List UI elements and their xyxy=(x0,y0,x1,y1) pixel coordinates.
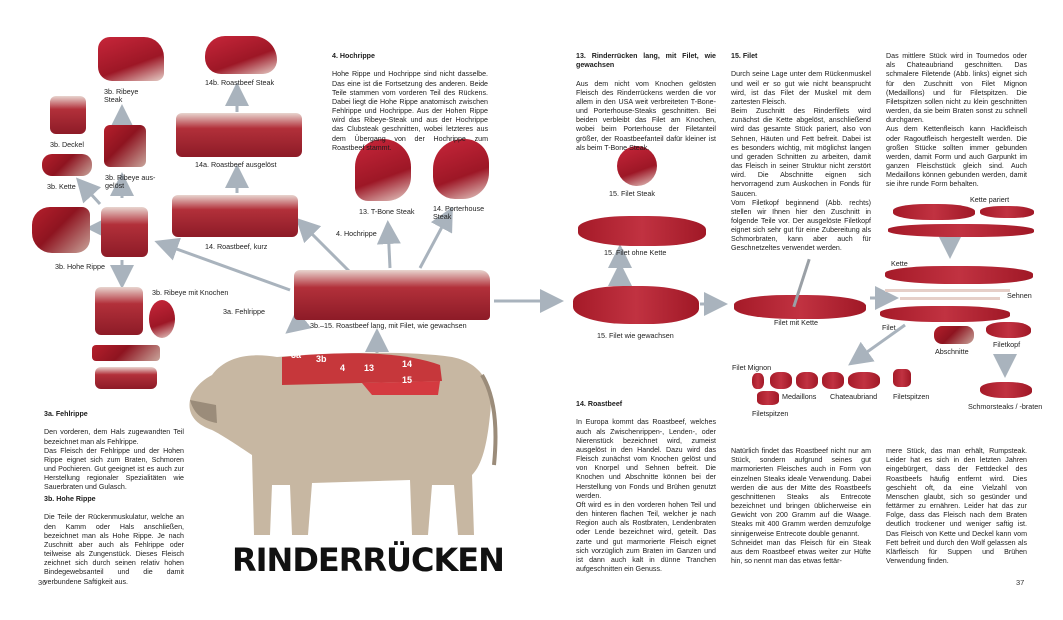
cow-region-13: 13 xyxy=(364,363,375,373)
chateaubriand-photo xyxy=(848,372,880,389)
label-filet-steak: 15. Filet Steak xyxy=(609,189,655,198)
hohe-rippe-block-photo xyxy=(101,207,148,257)
schmorsteaks-photo xyxy=(980,382,1032,398)
medaillon-2-photo xyxy=(796,372,818,389)
label-kette-3b: 3b. Kette xyxy=(47,182,76,191)
label-sehnen: Sehnen xyxy=(1007,291,1032,300)
label-medaillons: Medaillons xyxy=(782,392,817,401)
label-kette: Kette xyxy=(891,259,908,268)
label-roastbeef-kurz: 14. Roastbeef, kurz xyxy=(205,242,268,251)
label-hochrippe: 4. Hochrippe xyxy=(336,229,377,238)
heading-roastbeef: 14. Roastbeef xyxy=(576,400,623,409)
label-filet: Filet xyxy=(882,323,896,332)
text-rumpsteak xyxy=(886,438,1027,566)
heading-fehlrippe: 3a. Fehlrippe xyxy=(44,410,88,419)
label-chateaubriand: Chateaubriand xyxy=(830,392,878,401)
label-filetspitzen-b: Filetspitzen xyxy=(893,392,930,401)
cow-region-14: 14 xyxy=(402,359,413,369)
label-filet-mignon: Filet Mignon xyxy=(732,363,772,372)
body-fehlrippe: Den vorderen, dem Hals zugewandten Teil bezeichnet man als Fehlrippe. Das Fleisch der Fehlrippe und der Hohen Rippe eignet sich zum Braten, Schmoren und Pochieren. Gut geeignet ist es auch zur Herstellung regionaler Spezialitäten wie Sauerbraten und Gulasch. xyxy=(44,428,184,492)
medaillon-1-photo xyxy=(770,372,792,389)
hohe-rippe-photo xyxy=(32,207,90,253)
label-hohe-rippe: 3b. Hohe Rippe xyxy=(55,262,105,271)
label-ribeye-steak: 3b. Ribeye Steak xyxy=(104,87,139,105)
label-ribeye-knochen: 3b. Ribeye mit Knochen xyxy=(152,288,229,297)
body-ruecken: Aus dem nicht vom Knochen gelösten Fleisch des Rinderrückens werden die vor allem in den USA weit verbreiteten T-Bone- und Porterhouse-Steaks geschnitten. Bei beiden verbleibt das Filet am Knochen, wobei beim Porterhouse der Filetanteil größer, der Roastbeefanteil dafür kleiner ist als beim T-Bone Steak. xyxy=(576,79,716,152)
body-hoherippe: Die Teile der Rückenmuskulatur, welche an den Kamm oder Hals anschließen, bezeichnet man als Hohe Rippe. Je nach Zuschnitt aber auch als Fehlrippe oder teilweise als Zungenstück. Dieses Fleisch zeichnet sich durch seinen relativ hohen Bindegewebsanteil und die damit verbundene Saftigkeit aus. xyxy=(44,513,184,586)
body-filet: Durch seine Lage unter dem Rückenmuskel und weil er so gut wie nicht beansprucht wird, ist das Filet der Muskel mit dem zartesten Fleisch. Beim Zuschnitt des Rinderfilets wird zunächst die Kette abgelöst, anschließend wird das gesamte Stück pariert, also von Sehnen, Häuten und Fett befreit. Dabei ist es besonders wichtig, mit möglichst langen und geraden Schnitten zu arbeiten, damit das Fleisch in seiner Struktur nicht zerstört wird. Die Abschnitte eignen sich hervorragend zum Auskochen in Fonds für Saucen. Vom Filetkopf beginnend (Abb. rechts) stellen wir Ihnen hier den Zuschnitt in folgende Teile vor. Der ausgelöste Filetkopf eignet sich sehr gut für eine Zubereitung als Schmorbraten, kann aber auch für Geschnetzeltes verwendet werden. xyxy=(731,70,871,253)
filetkopf-photo xyxy=(986,322,1031,338)
heading-ruecken: 13. Rinderrücken lang, mit Filet, wie gewachsen xyxy=(576,52,716,70)
label-deckel: 3b. Deckel xyxy=(50,140,84,149)
text-hochrippe xyxy=(332,43,488,153)
sehnen-photo-b xyxy=(900,297,1000,300)
ribeye-knochen-slices-photo xyxy=(92,345,160,361)
filetspitzen-a-photo xyxy=(757,391,779,405)
text-hoherippe xyxy=(44,486,184,587)
body-hochrippe: Hohe Rippe und Hochrippe sind nicht dasselbe. Das eine ist die Fortsetzung des anderen. Beide Teile stammen vom vorderen Teil des Rückens. Dabei liegt die Hohe Rippe anatomisch zwischen Fehlrippe und Hochrippe. Aus der Hohen Rippe wird das Ribeye-Steak und aus der Hochrippe das Clubsteak geschnitten, wobei letzteres aus dem Übergang von der Hochrippe zum Roastbeef stammt. xyxy=(332,70,488,152)
label-tbone: 13. T-Bone Steak xyxy=(359,207,415,216)
label-fehlrippe: 3a. Fehlrippe xyxy=(223,307,265,316)
heading-filet: 15. Filet xyxy=(731,52,758,61)
body-rump: mere Stück, das man erhält, Rumpsteak. Leider hat es sich in den letzten Jahren eingebürgert, dass der Fettdeckel des Roastbeefs häufig entfernt wird. Dies geschieht oft, da eine Vielzahl von Menschen glaubt, sich so gesünder und fettärmer zu ernähren. Leider hat das zur Folge, dass das Fleisch nach dem Braten deutlich trockener und weniger saftig ist. Das Fleisch von Kette und Deckel kann vom Fett befreit und durch den Wolf gelassen als Klärfleisch für Suppen und Brühen Verwendung finden. xyxy=(886,447,1027,566)
text-natuerlich xyxy=(731,438,871,566)
cow-region-3a: 3a xyxy=(291,350,302,360)
text-mittel xyxy=(886,43,1027,190)
label-filetkopf: Filetkopf xyxy=(993,340,1021,349)
label-filetspitzen-a: Filetspitzen xyxy=(752,409,789,418)
medaillon-3-photo xyxy=(822,372,844,389)
heading-hoherippe: 3b. Hohe Rippe xyxy=(44,495,96,504)
label-abschnitte: Abschnitte xyxy=(935,347,969,356)
filet-wie-gewachsen-photo xyxy=(573,286,699,324)
kette-pariert-photo-b xyxy=(980,206,1034,218)
label-filet-ohne-kette: 15. Filet ohne Kette xyxy=(604,248,667,257)
label-schmorsteaks: Schmorsteaks / -braten xyxy=(968,402,1043,411)
text-ruecken xyxy=(576,43,716,153)
text-roastbeef xyxy=(576,391,716,574)
body-mittel: Das mittlere Stück wird in Tournedos oder als Chateaubriand geschnitten. Das schmalere Filetende (Abb. links) eignet sich für den Zuschnitt von Filet Mignon (Medaillons) und für Filetspitzen. Die Filetspitzen sollen nicht zu klein geschnitten werden, da sie beim Braten sonst zu schnell durchgaren. Aus dem Kettenfleisch kann Hackfleisch oder Ragoutfleisch hergestellt werden. Die großen Stücke sollten immer gebunden werden, damit Form und auch Garpunkt im ganzen Fleischstück gleich sind. Auch Medaillons können gebunden werden, damit sie ihre runde Form behalten. xyxy=(886,52,1027,189)
label-filet-wie-gewachsen: 15. Filet wie gewachsen xyxy=(597,331,674,340)
label-roastbeef-lang: 3b.–15. Roastbeef lang, mit Filet, wie gewachsen xyxy=(310,321,467,330)
ribeye-ausgeloest-photo xyxy=(104,125,146,167)
arrow xyxy=(290,322,300,330)
roastbeef-ausgeloest-photo xyxy=(176,113,302,157)
body-roastbeef: In Europa kommt das Roastbeef, welches auch als Zwischenrippen-, Lenden-, oder Nierenstück bezeichnet wird, zumeist ausgelöst in den Handel. Dazu wird das Fleisch zunächst vom Knochen gelöst und von Knorpel und Sehnen befreit. Die Knochen und Abschnitte können bei der Herstellung von Fonds und Brühen genutzt werden. Oft wird es in den vorderen hohen Teil und den hinteren flachen Teil, welcher je nach Region auch als Rostbraten, Lendenbraten oder Lende bezeichnet wird, geteilt. Das zarte und gut marmorierte Fleisch eignet sich vorzüglich zum Braten im Ganzen und ist dann auch kalt in dünne Tranchen aufgeschnitten ein Genuss. xyxy=(576,418,716,573)
kette-photo xyxy=(885,266,1033,284)
page-title: RINDERRÜCKEN xyxy=(232,541,504,579)
text-filet xyxy=(731,43,871,254)
ribeye-knochen-slice-photo xyxy=(149,300,175,338)
cow-region-4: 4 xyxy=(340,363,346,373)
filet-ohne-kette-photo xyxy=(578,216,706,246)
page-number-left: 36 xyxy=(38,578,47,587)
kette-pariert-photo-a xyxy=(893,204,975,220)
body-natuerlich: Natürlich findet das Roastbeef nicht nur am Stück, sondern aufgrund seines gut marmorierten Fleisches auch in Form von einzelnen Steaks ideale Verwendung. Dabei werden die aus der Mitte des Roastbeefs geschnittenen Steaks als Entrecote bezeichnet und bringen üblicherweise ein Gewicht von 200 Gramm auf die Waage. Steaks mit 400 Gramm werden demzufolge sinnigerweise Entrecote double genannt. Schneidet man das Fleisch für ein Steak aus dem Roastbeef etwas weiter zur Hüfte hin, so nennt man das etwas fettär- xyxy=(731,447,871,566)
label-ribeye-ausgeloest: 3b. Ribeye aus- gelöst xyxy=(105,173,156,191)
abschnitte-photo xyxy=(934,326,974,344)
heading-hochrippe: 4. Hochrippe xyxy=(332,52,375,61)
filet-mit-kette-photo xyxy=(734,295,866,319)
ribeye-knochen-photo xyxy=(95,287,143,335)
roastbeef-steak-photo xyxy=(205,36,277,74)
label-roastbeef-steak: 14b. Roastbeef Steak xyxy=(205,78,275,87)
ribeye-steak-photo xyxy=(98,37,164,81)
filet-photo xyxy=(880,306,1010,322)
label-roastbeef-ausgeloest: 14a. Roastbeef ausgelöst xyxy=(195,160,277,169)
roastbeef-kurz-photo xyxy=(172,195,298,237)
text-fehlrippe xyxy=(44,401,184,493)
kette-3b-photo xyxy=(42,154,92,176)
label-filet-mit-kette: Filet mit Kette xyxy=(774,318,818,327)
roastbeef-lang-photo xyxy=(294,270,490,320)
filet-mignon-photo xyxy=(752,373,764,389)
arrow xyxy=(388,226,390,268)
deckel-photo xyxy=(50,96,86,134)
page-number-right: 37 xyxy=(1016,578,1025,587)
filetspitzen-b-photo xyxy=(893,369,911,387)
arrow xyxy=(853,325,905,362)
ribeye-knochen-roll-photo xyxy=(95,367,157,389)
label-kette-pariert: Kette pariert xyxy=(970,195,1010,204)
sehnen-photo xyxy=(885,289,1010,292)
cow-region-3b: 3b xyxy=(316,354,327,364)
kette-photo-top xyxy=(888,224,1034,237)
label-porterhouse: 14. Porterhouse Steak xyxy=(433,204,485,222)
cow-region-15: 15 xyxy=(402,375,413,385)
arrow xyxy=(80,182,100,204)
